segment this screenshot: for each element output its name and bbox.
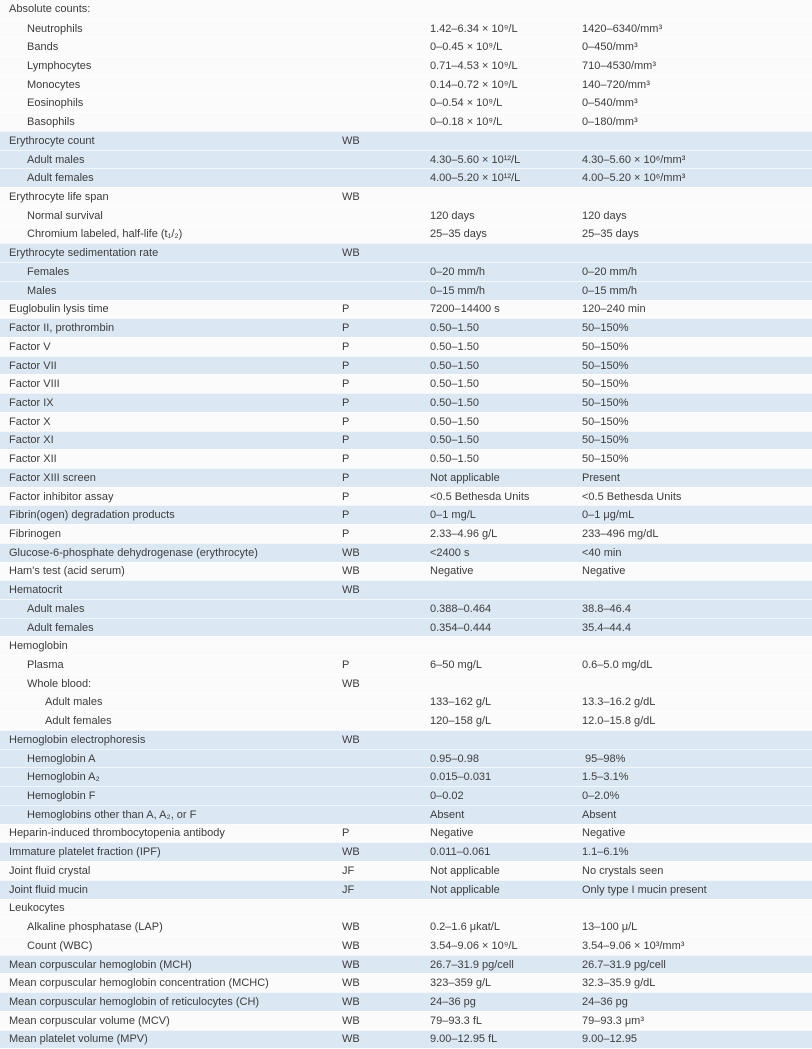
conventional-units-cell: 12.0–15.8 g/dL [582,715,656,728]
table-row [0,880,812,899]
si-units-cell: 0.50–1.50 [430,322,479,335]
table-row [0,730,812,749]
specimen-cell: WB [342,995,360,1008]
specimen-cell: JF [342,883,355,896]
table-row [0,281,812,300]
si-units-cell: 0–0.18 × 10⁹/L [430,116,503,129]
si-units-cell: 1.42–6.34 × 10⁹/L [430,22,518,35]
specimen-cell: P [342,490,350,503]
si-units-cell: 0–0.45 × 10⁹/L [430,41,503,54]
si-units-cell: <0.5 Bethesda Units [430,490,530,503]
si-units-cell: 2.33–4.96 g/L [430,527,498,540]
table-row [0,56,812,75]
specimen-cell: P [342,827,350,840]
test-name-cell: Absolute counts: [9,3,91,16]
test-name-cell: Erythrocyte count [9,134,95,147]
test-name-cell: Factor VIII [9,378,60,391]
conventional-units-cell: 0–2.0% [582,790,620,803]
table-row [0,505,812,524]
table-row [0,468,812,487]
test-name-cell: Adult females [27,172,94,185]
table-row [0,562,812,581]
conventional-units-cell: 50–150% [582,359,629,372]
si-units-cell: 0–0.54 × 10⁹/L [430,97,503,110]
test-name-cell: Mean corpuscular volume (MCV) [9,1014,170,1027]
conventional-units-cell: 13.3–16.2 g/dL [582,696,656,709]
si-units-cell: 0.354–0.444 [430,621,492,634]
table-row [0,599,812,618]
conventional-units-cell: 0.6–5.0 mg/dL [582,659,653,672]
table-row [0,393,812,412]
table-row [0,19,812,38]
table-row [0,356,812,375]
conventional-units-cell: 0–540/mm³ [582,97,638,110]
table-row [0,337,812,356]
table-row [0,94,812,113]
conventional-units-cell: 50–150% [582,453,629,466]
specimen-cell: P [342,359,350,372]
conventional-units-cell: 13–100 μ/L [582,921,638,934]
specimen-cell: WB [342,921,360,934]
table-row [0,449,812,468]
test-name-cell: Adult females [27,621,94,634]
specimen-cell: P [342,322,350,335]
conventional-units-cell: 0–1 μg/mL [582,509,635,522]
table-row [0,824,812,843]
test-name-cell: Adult males [45,696,103,709]
table-row [0,300,812,319]
test-name-cell: Erythrocyte sedimentation rate [9,247,159,260]
test-name-cell: Ham's test (acid serum) [9,565,125,578]
conventional-units-cell: 24–36 pg [582,995,628,1008]
specimen-cell: P [342,471,350,484]
conventional-units-cell: 50–150% [582,322,629,335]
conventional-units-cell: 50–150% [582,378,629,391]
test-name-cell: Normal survival [27,209,103,222]
si-units-cell: 0.50–1.50 [430,378,479,391]
test-name-cell: Adult females [45,715,112,728]
si-units-cell: 25–35 days [430,228,487,241]
si-units-cell: 0.50–1.50 [430,453,479,466]
test-name-cell: Hemoglobin A [27,752,96,765]
conventional-units-cell: 9.00–12.95 [582,1033,638,1046]
table-row [0,524,812,543]
table-row [0,842,812,861]
test-name-cell: Lymphocytes [27,60,92,73]
table-row [0,917,812,936]
specimen-cell: WB [342,958,360,971]
specimen-cell: WB [342,733,360,746]
table-row [0,861,812,880]
test-name-cell: Hematocrit [9,584,63,597]
test-name-cell: Hemoglobin A₂ [27,771,100,784]
si-units-cell: 0–20 mm/h [430,265,486,278]
table-row [0,767,812,786]
conventional-units-cell: 120–240 min [582,303,646,316]
specimen-cell: WB [342,546,360,559]
test-name-cell: Factor inhibitor assay [9,490,114,503]
table-row [0,543,812,562]
test-name-cell: Factor XI [9,434,54,447]
specimen-cell: P [342,378,350,391]
table-row [0,487,812,506]
table-row [0,711,812,730]
conventional-units-cell: 0–15 mm/h [582,284,638,297]
si-units-cell: 6–50 mg/L [430,659,482,672]
conventional-units-cell: Only type I mucin present [582,883,707,896]
conventional-units-cell: Negative [582,827,626,840]
specimen-cell: P [342,415,350,428]
table-row [0,805,812,824]
conventional-units-cell: 0–450/mm³ [582,41,638,54]
conventional-units-cell: 50–150% [582,340,629,353]
si-units-cell: 323–359 g/L [430,977,492,990]
si-units-cell: 120 days [430,209,475,222]
conventional-units-cell: 32.3–35.9 g/dL [582,977,656,990]
test-name-cell: Monocytes [27,78,81,91]
conventional-units-cell: 4.00–5.20 × 10⁶/mm³ [582,172,686,185]
conventional-units-cell: 140–720/mm³ [582,78,650,91]
table-row [0,636,812,655]
test-name-cell: Glucose-6-phosphate dehydrogenase (erythrocyte) [9,546,258,559]
test-name-cell: Factor XII [9,453,57,466]
specimen-cell: WB [342,1014,360,1027]
table-row [0,973,812,992]
test-name-cell: Fibrin(ogen) degradation products [9,509,175,522]
conventional-units-cell: 1.5–3.1% [582,771,629,784]
test-name-cell: Factor VII [9,359,57,372]
table-row [0,955,812,974]
test-name-cell: Factor V [9,340,51,353]
table-row [0,243,812,262]
test-name-cell: Alkaline phosphatase (LAP) [27,921,163,934]
conventional-units-cell: <40 min [582,546,622,559]
conventional-units-cell: 50–150% [582,396,629,409]
conventional-units-cell: 3.54–9.06 × 10³/mm³ [582,939,685,952]
specimen-cell: P [342,396,350,409]
table-row [0,168,812,187]
table-row [0,693,812,712]
si-units-cell: 0.14–0.72 × 10⁹/L [430,78,518,91]
specimen-cell: WB [342,134,360,147]
si-units-cell: 0.50–1.50 [430,415,479,428]
table-row [0,899,812,918]
si-units-cell: 0.95–0.98 [430,752,479,765]
si-units-cell: 4.00–5.20 × 10¹²/L [430,172,521,185]
test-name-cell: Hemoglobin F [27,790,96,803]
si-units-cell: 0.50–1.50 [430,434,479,447]
si-units-cell: 133–162 g/L [430,696,492,709]
specimen-cell: WB [342,1033,360,1046]
table-row [0,131,812,150]
table-row [0,318,812,337]
table-row [0,225,812,244]
conventional-units-cell: 35.4–44.4 [582,621,631,634]
si-units-cell: 26.7–31.9 pg/cell [430,958,514,971]
specimen-cell: JF [342,864,355,877]
specimen-cell: P [342,509,350,522]
si-units-cell: Absent [430,808,465,821]
test-name-cell: Joint fluid crystal [9,864,91,877]
table-row [0,1030,812,1049]
si-units-cell: 120–158 g/L [430,715,492,728]
test-name-cell: Bands [27,41,59,54]
table-row [0,1011,812,1030]
test-name-cell: Erythrocyte life span [9,191,109,204]
si-units-cell: 0.015–0.031 [430,771,492,784]
conventional-units-cell: 120 days [582,209,627,222]
conventional-units-cell: 25–35 days [582,228,639,241]
conventional-units-cell: 38.8–46.4 [582,602,631,615]
si-units-cell: Not applicable [430,471,500,484]
test-name-cell: Mean corpuscular hemoglobin (MCH) [9,958,192,971]
specimen-cell: P [342,453,350,466]
conventional-units-cell: Negative [582,565,626,578]
test-name-cell: Hemoglobin electrophoresis [9,733,146,746]
si-units-cell: Negative [430,827,474,840]
conventional-units-cell: 0–20 mm/h [582,265,638,278]
conventional-units-cell: 4.30–5.60 × 10⁶/mm³ [582,153,686,166]
table-row [0,786,812,805]
test-name-cell: Fibrinogen [9,527,61,540]
conventional-units-cell: <0.5 Bethesda Units [582,490,682,503]
si-units-cell: 0.71–4.53 × 10⁹/L [430,60,518,73]
test-name-cell: Eosinophils [27,97,84,110]
table-row [0,618,812,637]
table-row [0,674,812,693]
table-row [0,150,812,169]
test-name-cell: Euglobulin lysis time [9,303,109,316]
si-units-cell: 0–15 mm/h [430,284,486,297]
si-units-cell: 9.00–12.95 fL [430,1033,498,1046]
test-name-cell: Females [27,265,70,278]
table-row [0,431,812,450]
test-name-cell: Hemoglobin [9,640,68,653]
test-name-cell: Neutrophils [27,22,83,35]
table-row [0,580,812,599]
si-units-cell: 0.50–1.50 [430,359,479,372]
table-row [0,37,812,56]
si-units-cell: 24–36 pg [430,995,476,1008]
conventional-units-cell: 710–4530/mm³ [582,60,656,73]
specimen-cell: WB [342,191,360,204]
table-row [0,412,812,431]
conventional-units-cell: 95–98% [582,752,626,765]
si-units-cell: 0.2–1.6 μkat/L [430,921,500,934]
table-row [0,112,812,131]
conventional-units-cell: 1420–6340/mm³ [582,22,663,35]
conventional-units-cell: Present [582,471,620,484]
test-name-cell: Adult males [27,602,85,615]
si-units-cell: 0.011–0.061 [430,846,491,859]
specimen-cell: WB [342,939,360,952]
test-name-cell: Mean corpuscular hemoglobin of reticulocytes (CH) [9,995,260,1008]
si-units-cell: 0.50–1.50 [430,396,479,409]
si-units-cell: Not applicable [430,864,500,877]
test-name-cell: Whole blood: [27,677,92,690]
specimen-cell: WB [342,247,360,260]
table-row [0,75,812,94]
conventional-units-cell: 79–93.3 μm³ [582,1014,644,1027]
table-row [0,206,812,225]
si-units-cell: 7200–14400 s [430,303,500,316]
specimen-cell: WB [342,846,360,859]
test-name-cell: Factor II, prothrombin [9,322,115,335]
si-units-cell: 0–1 mg/L [430,509,476,522]
test-name-cell: Heparin-induced thrombocytopenia antibody [9,827,225,840]
si-units-cell: <2400 s [430,546,470,559]
specimen-cell: P [342,303,350,316]
test-name-cell: Chromium labeled, half-life (t₁/₂) [27,228,183,241]
conventional-units-cell: 233–496 mg/dL [582,527,659,540]
test-name-cell: Joint fluid mucin [9,883,88,896]
test-name-cell: Basophils [27,116,75,129]
test-name-cell: Leukocytes [9,902,65,915]
specimen-cell: P [342,340,350,353]
table-row [0,262,812,281]
test-name-cell: Count (WBC) [27,939,93,952]
test-name-cell: Immature platelet fraction (IPF) [9,846,161,859]
table-row [0,936,812,955]
test-name-cell: Factor X [9,415,51,428]
table-row [0,0,812,19]
test-name-cell: Hemoglobins other than A, A₂, or F [27,808,197,821]
si-units-cell: 0–0.02 [430,790,464,803]
test-name-cell: Factor IX [9,396,54,409]
conventional-units-cell: 0–180/mm³ [582,116,638,129]
si-units-cell: 3.54–9.06 × 10⁹/L [430,939,518,952]
conventional-units-cell: 50–150% [582,415,629,428]
test-name-cell: Mean platelet volume (MPV) [9,1033,148,1046]
conventional-units-cell: 50–150% [582,434,629,447]
specimen-cell: P [342,659,350,672]
table-row [0,992,812,1011]
specimen-cell: P [342,527,350,540]
table-row [0,655,812,674]
test-name-cell: Mean corpuscular hemoglobin concentration (MCHC) [9,977,269,990]
table-row [0,749,812,768]
si-units-cell: 4.30–5.60 × 10¹²/L [430,153,521,166]
conventional-units-cell: 26.7–31.9 pg/cell [582,958,666,971]
table-row [0,374,812,393]
specimen-cell: WB [342,677,360,690]
si-units-cell: Negative [430,565,474,578]
conventional-units-cell: Absent [582,808,617,821]
si-units-cell: Not applicable [430,883,500,896]
si-units-cell: 0.50–1.50 [430,340,479,353]
table-row [0,187,812,206]
specimen-cell: WB [342,565,360,578]
conventional-units-cell: No crystals seen [582,864,664,877]
specimen-cell: WB [342,977,360,990]
test-name-cell: Plasma [27,659,64,672]
conventional-units-cell: 1.1–6.1% [582,846,629,859]
test-name-cell: Factor XIII screen [9,471,96,484]
test-name-cell: Adult males [27,153,85,166]
specimen-cell: P [342,434,350,447]
si-units-cell: 79–93.3 fL [430,1014,482,1027]
test-name-cell: Males [27,284,57,297]
si-units-cell: 0.388–0.464 [430,602,492,615]
specimen-cell: WB [342,584,360,597]
